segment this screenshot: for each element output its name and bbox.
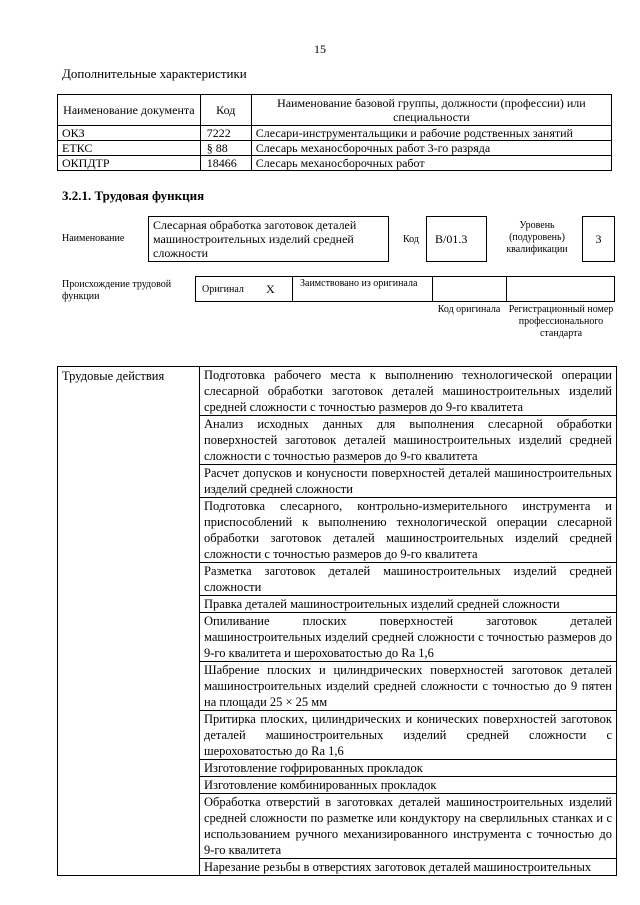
table-header-row xyxy=(58,95,612,126)
list-item: Изготовление комбинированных прокладок xyxy=(200,777,617,794)
work-actions-label: Трудовые действия xyxy=(58,367,200,876)
origin-divider xyxy=(292,277,293,301)
additional-characteristics-table xyxy=(57,94,612,171)
origin-divider xyxy=(432,277,433,301)
row-document: ЕТКС xyxy=(58,141,201,156)
list-item: Шабрение плоских и цилиндрических поверхностей заготовок деталей машиностроительных изделий средней сложности с точностью до 9 пятен на площади 25 × 25 мм xyxy=(200,662,617,711)
list-item: Анализ исходных данных для выполнения слесарной обработки поверхностей заготовок деталей машиностроительных изделий средней сложности с точностью размеров до 9-го квалитета xyxy=(200,416,617,465)
function-code-value: B/01.3 xyxy=(426,216,487,262)
qualification-level-label: Уровень (подуровень) квалификации xyxy=(506,220,568,255)
row-code: 18466 xyxy=(200,156,251,171)
borrowed-label: Заимствовано из оригинала xyxy=(300,278,418,289)
row-code: § 88 xyxy=(200,141,251,156)
list-item: Расчет допусков и конусности поверхностей деталей машиностроительных изделий средней сложности xyxy=(200,465,617,498)
list-item: Подготовка слесарного, контрольно-измерительного инструмента и приспособлений к выполнению технологической операции слесарной обработки заготовок деталей машиностроительных изделий средней сложности с точностью размеров до 9-го квалитета xyxy=(200,498,617,563)
list-item: Притирка плоских, цилиндрических и конических поверхностей заготовок деталей машиностроительных изделий средней сложности с шероховатостью до Ra 1,6 xyxy=(200,711,617,760)
origin-code-caption: Код оригинала xyxy=(437,304,501,315)
list-item: Разметка заготовок деталей машиностроительных изделий средней сложности xyxy=(200,563,617,596)
list-item: Изготовление гофрированных прокладок xyxy=(200,760,617,777)
work-actions-table xyxy=(57,366,617,876)
list-item: Обработка отверстий в заготовках деталей машиностроительных изделий средней сложности по разметке или кондуктору на сверлильных станках и с использованием ручного механизированного инструмента с точностью до 9-го квалитета xyxy=(200,794,617,859)
table-row xyxy=(58,141,612,156)
function-name-value: Слесарная обработка заготовок деталей машиностроительных изделий средней сложности xyxy=(148,216,389,262)
table-row xyxy=(58,156,612,171)
row-document: ОКЗ xyxy=(58,126,201,141)
list-item: Правка деталей машиностроительных изделий средней сложности xyxy=(200,596,617,613)
row-code: 7222 xyxy=(200,126,251,141)
column-header-code: Код xyxy=(200,95,251,126)
origin-box xyxy=(195,276,615,302)
function-code-label: Код xyxy=(403,234,419,245)
list-item: Подготовка рабочего места к выполнению технологической операции слесарной обработки заготовок деталей машиностроительных изделий средней сложности с точностью размеров до 9-го квалитета xyxy=(200,367,617,416)
list-item: Опиливание плоских поверхностей заготовок деталей машиностроительных изделий средней сложности с точностью размеров до 9-го квалитета и шероховатостью до Ra 1,6 xyxy=(200,613,617,662)
table-row xyxy=(58,126,612,141)
list-item: Нарезание резьбы в отверстиях заготовок деталей машиностроительных xyxy=(200,859,617,876)
row-name: Слесарь механосборочных работ xyxy=(251,156,611,171)
original-label: Оригинал xyxy=(202,284,244,295)
row-name: Слесари-инструментальщики и рабочие родственных занятий xyxy=(251,126,611,141)
page-number: 15 xyxy=(314,42,326,56)
column-header-document: Наименование документа xyxy=(58,95,201,126)
row-document: ОКПДТР xyxy=(58,156,201,171)
table-row xyxy=(58,367,617,416)
column-header-name: Наименование базовой группы, должности (профессии) или специальности xyxy=(251,95,611,126)
function-name-label: Наименование xyxy=(62,233,125,244)
registration-number-caption: Регистрационный номер профессионального стандарта xyxy=(508,304,614,339)
original-mark: X xyxy=(266,282,275,296)
row-name: Слесарь механосборочных работ 3-го разряда xyxy=(251,141,611,156)
function-origin-label: Происхождение трудовой функции xyxy=(62,279,172,302)
additional-characteristics-heading: Дополнительные характеристики xyxy=(62,66,247,81)
labor-function-heading: 3.2.1. Трудовая функция xyxy=(62,188,205,203)
qualification-level-value: 3 xyxy=(582,216,615,262)
origin-divider xyxy=(506,277,507,301)
